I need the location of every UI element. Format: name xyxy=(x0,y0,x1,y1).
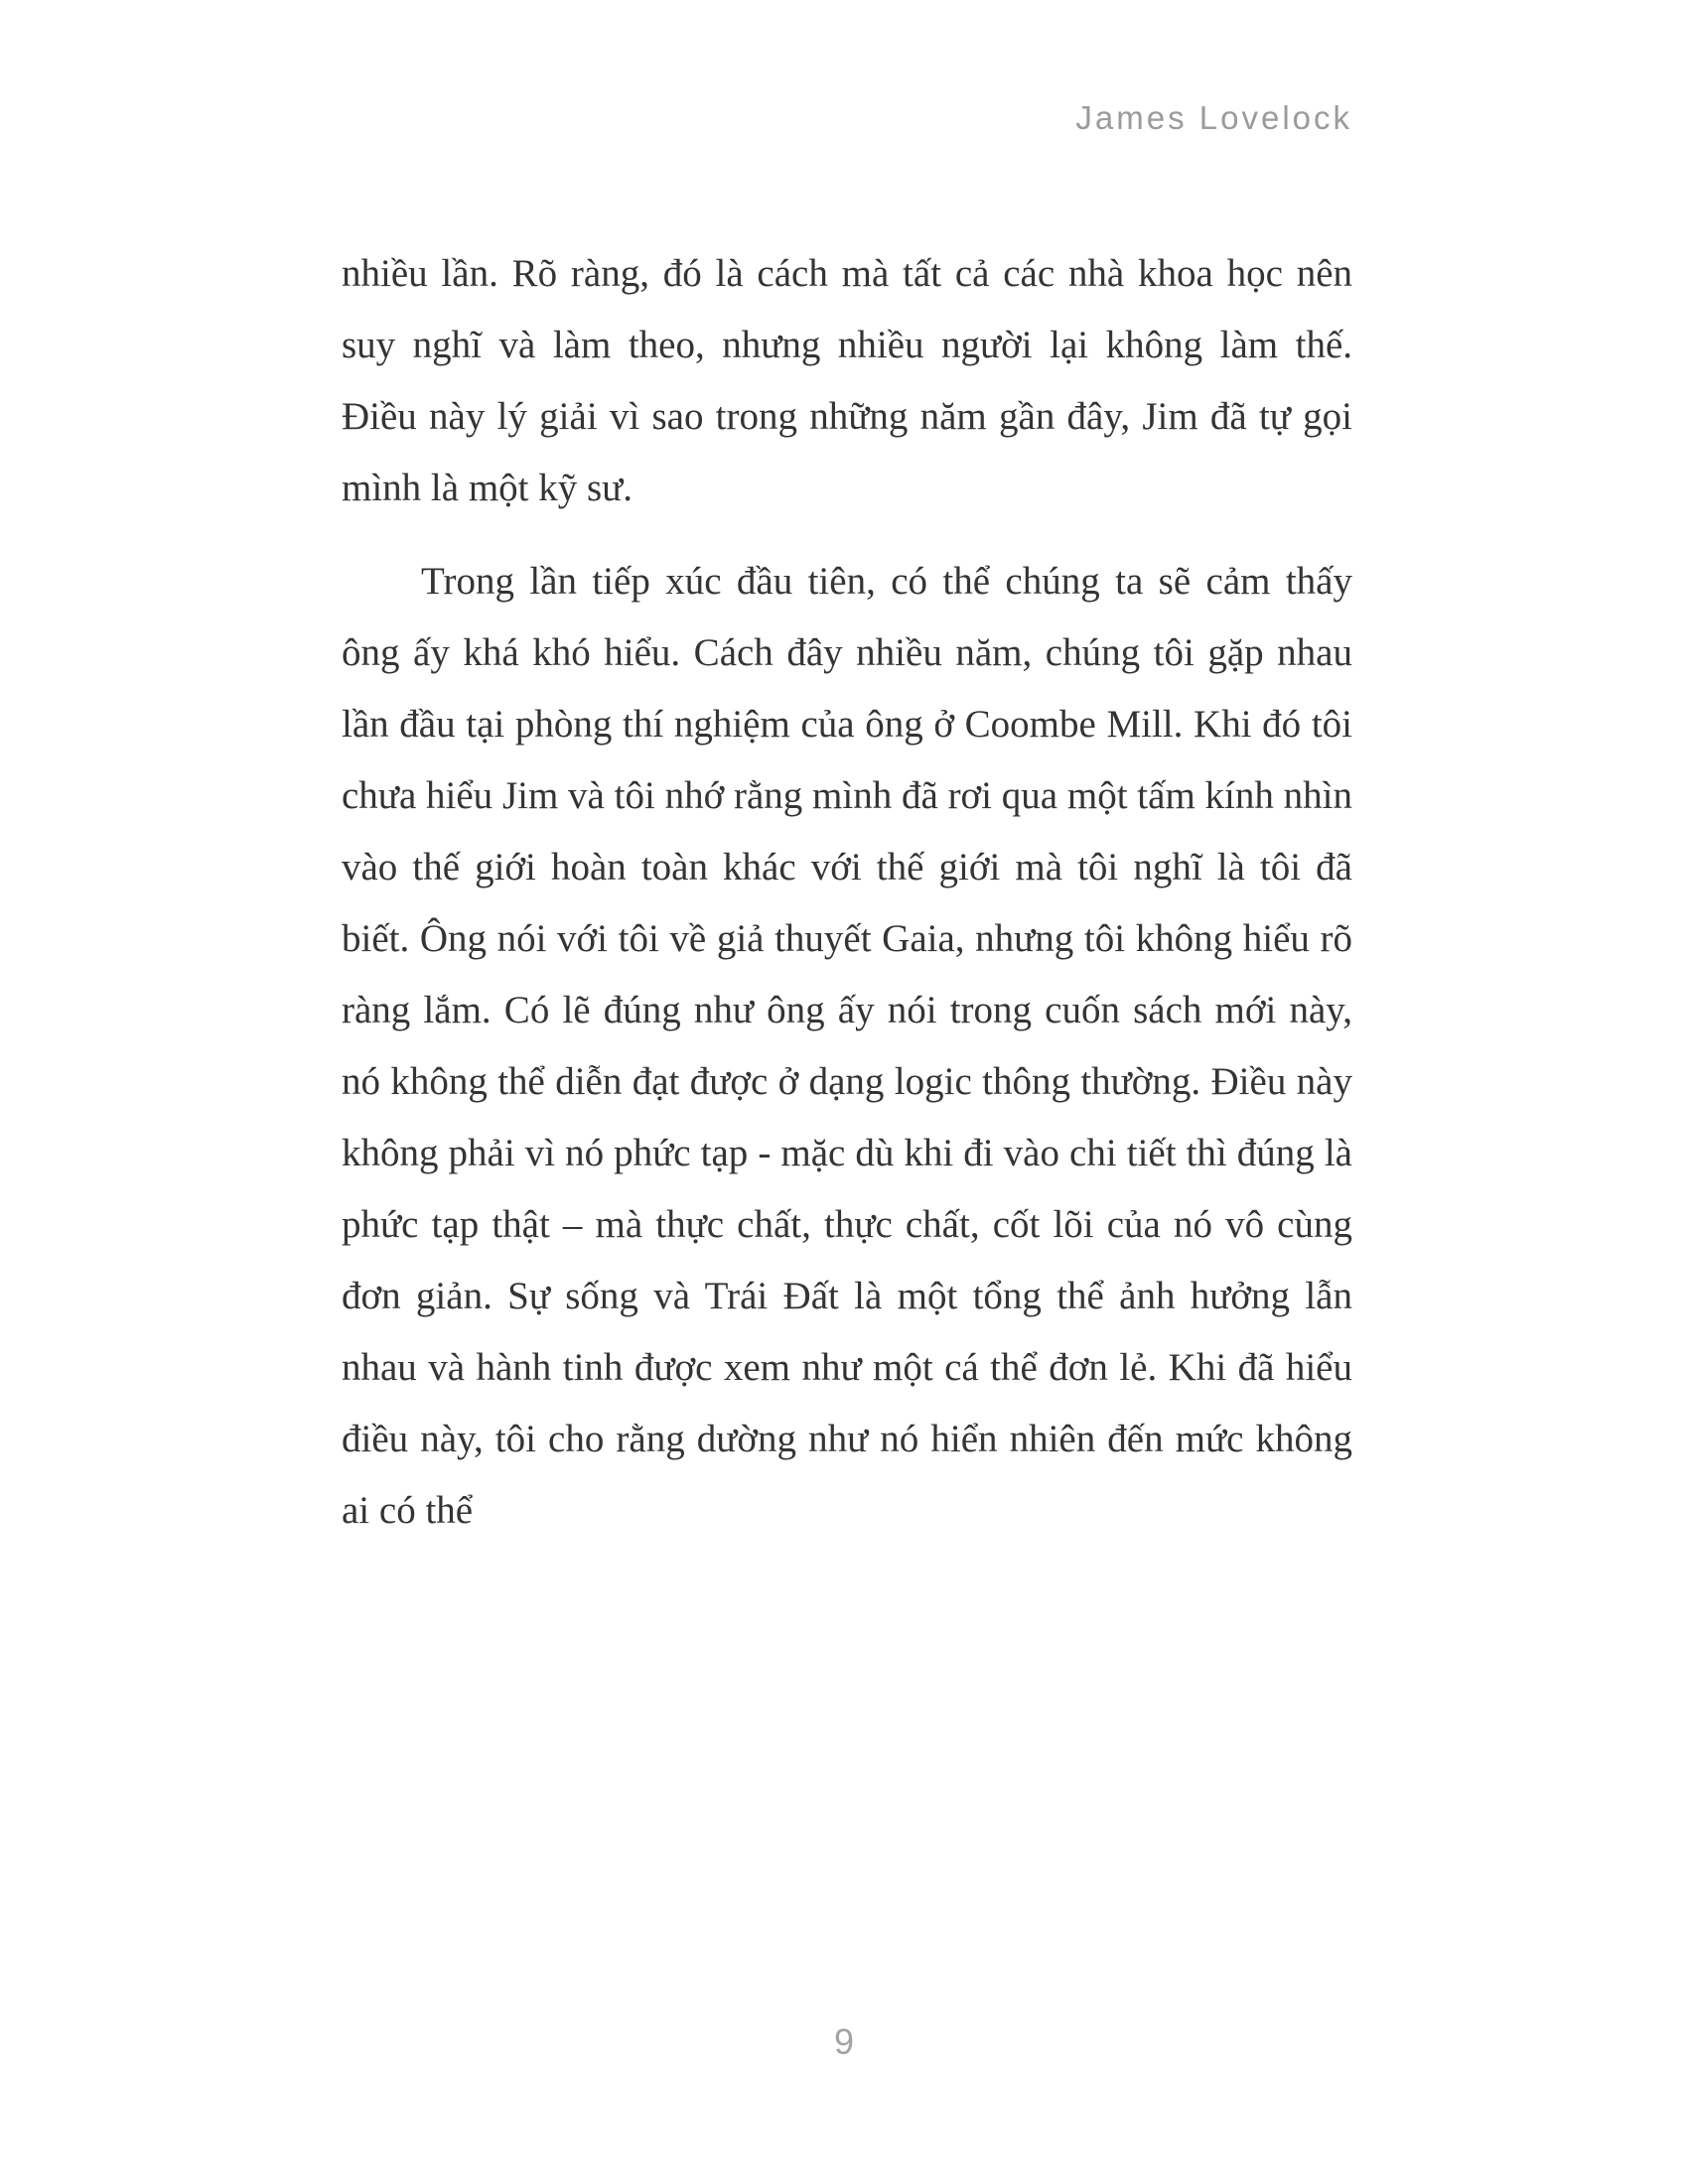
page-number: 9 xyxy=(833,2021,855,2062)
paragraph: nhiều lần. Rõ ràng, đó là cách mà tất cả các nhà khoa học nên suy nghĩ và làm theo, nhưng nhiều người lại không làm thế. Điều này lý giải vì sao trong những năm gần đây, Jim đã tự gọi mình là một kỹ sư. xyxy=(342,252,1352,509)
running-header: James Lovelock xyxy=(1075,99,1352,136)
paragraph: Trong lần tiếp xúc đầu tiên, có thể chúng ta sẽ cảm thấy ông ấy khá khó hiểu. Cách đây nhiều năm, chúng tôi gặp nhau lần đầu tại phòng thí nghiệm của ông ở Coombe Mill. Khi đó tôi chưa hiểu Jim và tôi nhớ rằng mình đã rơi qua một tấm kính nhìn vào thế giới hoàn toàn khác với thế giới mà tôi nghĩ là tôi đã biết. Ông nói với tôi về giả thuyết Gaia, nhưng tôi không hiểu rõ ràng lắm. Có lẽ đúng như ông ấy nói trong cuốn sách mới này, nó không thể diễn đạt được ở dạng logic thông thường. Điều này không phải vì nó phức tạp - mặc dù khi đi vào chi tiết thì đúng là phức tạp thật – mà thực chất, thực chất, cốt lõi của nó vô cùng đơn giản. Sự sống và Trái Đất là một tổng thể ảnh hưởng lẫn nhau và hành tinh được xem như một cá thể đơn lẻ. Khi đã hiểu điều này, tôi cho rằng dường như nó hiển nhiên đến mức không ai có thể xyxy=(342,560,1352,1532)
body-text xyxy=(342,238,1352,1569)
